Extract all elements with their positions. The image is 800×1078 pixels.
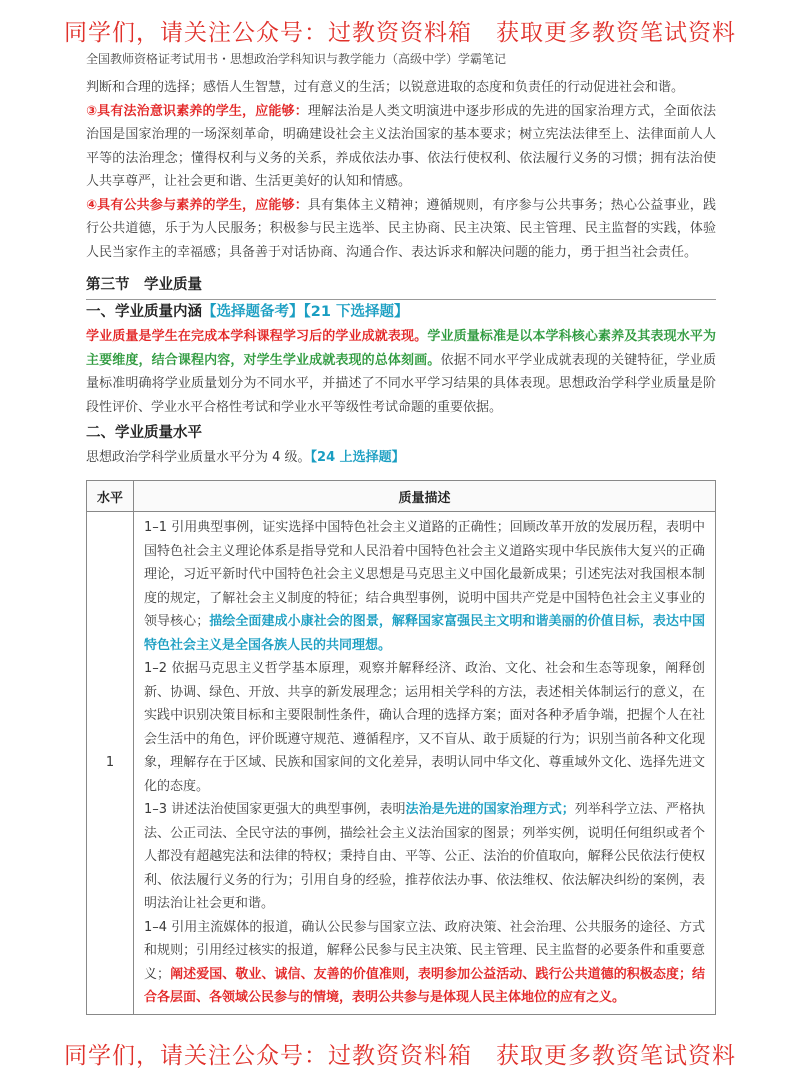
table-row bbox=[87, 512, 716, 1015]
col-header-desc: 质量描述 bbox=[134, 481, 716, 512]
book-running-header: 全国教师资格证考试用书・思想政治学科知识与教学能力（高级中学）学霸笔记 bbox=[86, 52, 507, 66]
part1-tag: 【选择题备考】【21 下选择题】 bbox=[202, 304, 409, 320]
part1-heading bbox=[86, 300, 716, 325]
part1-paragraph bbox=[86, 325, 716, 419]
table-header-row bbox=[87, 481, 716, 512]
part2-tag: 【24 上选择题】 bbox=[310, 450, 405, 465]
intro-line: 判断和合理的选择；感悟人生智慧，过有意义的生活；以锐意进取的态度和负责任的行动促进社会和谐。 bbox=[86, 80, 685, 95]
public-participation-paragraph bbox=[86, 194, 716, 265]
item-1-1-highlight: 描绘全面建成小康社会的图景，解释国家富强民主文明和谐美丽的价值目标，表达中国特色社会主义是全国各族人民的共同理想。 bbox=[144, 614, 705, 653]
part2-heading: 二、学业质量水平 bbox=[86, 425, 202, 441]
item-1-2: 1–2 依据马克思主义哲学基本原理，观察并解释经济、政治、文化、社会和生态等现象，阐释创新、协调、绿色、开放、共享的新发展理念；运用相关学科的方法，表述相关体制运行的意义，在实践中识别决策目标和主要限制性条件，确认合理的选择方案；面对各种矛盾争端，把握个人在社会生活中的角色，评价既遵守规范、遵循程序，又不盲从、敢于质疑的行为；识别当前各种文化现象，理解存在于区域、民族和国家间的文化差异，表明认同中华文化、尊重域外文化、选择先进文化的态度。 bbox=[144, 661, 705, 794]
rule-of-law-paragraph bbox=[86, 100, 716, 194]
item-1-4: 1–4 引用主流媒体的报道，确认公民参与国家立法、政府决策、社会治理、公共服务的途径、方式和规则；引用经过核实的报道，解释公民参与民主决策、民主管理、民主监督的必要条件和重要意义；阐述爱国、敬业、诚信、友善的价值准则，表明参加公益活动、践行公共道德的积极态度；结合各层面、各领域公民参与的情境，表明公共参与是体现人民主体地位的应有之义。 bbox=[144, 919, 705, 1005]
part2-text: 思想政治学科学业质量水平分为 4 级。 bbox=[86, 450, 311, 465]
public-participation-lead: ④具有公共参与素养的学生，应能够： bbox=[86, 197, 308, 213]
part1-text: 依据不同水平学业成就表现的关键特征，学业质量标准明确将学业质量划分为不同水平，并描述了不同水平学习结果的具体表现。思想政治学科学业质量是阶段性评价、学业水平合格性考试和学业水平等级性考试命题的重要依据。 bbox=[86, 352, 716, 415]
section-heading: 第三节 学业质量 bbox=[86, 272, 716, 298]
item-1-4-highlight: 阐述爱国、敬业、诚信、友善的价值准则，表明参加公益活动、践行公共道德的积极态度；结合各层面、各领域公民参与的情境，表明公共参与是体现人民主体地位的应有之义。 bbox=[144, 966, 705, 1005]
rule-of-law-text: 理解法治是人类文明演进中逐步形成的先进的国家治理方式，全面依法治国是国家治理的一场深刻革命，明确建设社会主义法治国家的基本要求；树立宪法法律至上、法律面前人人平等的法治理念；懂得权利与义务的关系，养成依法办事、依法行使权利、依法履行义务的习惯；拥有法治使人共享尊严，让社会更和谐、生活更美好的认知和情感。 bbox=[86, 103, 716, 189]
item-1-3-highlight: 法治是先进的国家治理方式； bbox=[405, 802, 575, 817]
item-1-1: 1–1 引用典型事例，证实选择中国特色社会主义道路的正确性；回顾改革开放的发展历程，表明中国特色社会主义理论体系是指导党和人民沿着中国特色社会主义道路实现中华民族伟大复兴的正确理论，习近平新时代中国特色社会主义思想是马克思主义中国化最新成果；引述宪法对我国根本制度的规定，了解社会主义制度的特征；结合典型事例，说明中国共产党是中国特色社会主义事业的领导核心；描绘全面建成小康社会的图景，解释国家富强民主文明和谐美丽的价值目标，表达中国特色社会主义是全国各族人民的共同理想。 bbox=[144, 520, 705, 653]
part2-paragraph bbox=[86, 446, 716, 470]
part1-green-text: 学业质量标准是以本学科核心素养及其表现水平为主要维度，结合课程内容，对学生学业成就表现的总体刻画。 bbox=[86, 329, 716, 368]
public-participation-text: 具有集体主义精神；遵循规则，有序参与公共事务；热心公益事业，践行公共道德，乐于为人民服务；积极参与民主选举、民主协商、民主决策、民主管理、民主监督的实践，体验人民当家作主的幸福感；具备善于对话协商、沟通合作、表达诉求和解决问题的能力，勇于担当社会责任。 bbox=[86, 197, 716, 260]
quality-level-table bbox=[86, 480, 716, 1015]
col-header-level: 水平 bbox=[87, 481, 134, 512]
level-cell: 1 bbox=[87, 512, 134, 1015]
rule-of-law-lead: ③具有法治意识素养的学生，应能够： bbox=[86, 103, 308, 119]
promo-banner-top: 同学们，请关注公众号：过教资资料箱 获取更多教资笔试资料 bbox=[64, 20, 736, 46]
promo-banner-bottom: 同学们，请关注公众号：过教资资料箱 获取更多教资笔试资料 bbox=[64, 1043, 736, 1069]
item-1-3: 1–3 讲述法治使国家更强大的典型事例，表明法治是先进的国家治理方式；列举科学立法、严格执法、公正司法、全民守法的事例，描绘社会主义法治国家的图景；列举实例，说明任何组织或者个人都没有超越宪法和法律的特权；秉持自由、平等、公正、法治的价值取向，解释公民依法行使权利、依法履行义务的行为；引用自身的经验，推荐依法办事、依法维权、依法解决纠纷的案例，表明法治让社会更和谐。 bbox=[144, 802, 705, 911]
main-content bbox=[86, 76, 716, 470]
part1-red-text: 学业质量是学生在完成本学科课程学习后的学业成就表现。 bbox=[86, 329, 428, 344]
part1-title: 一、学业质量内涵 bbox=[86, 304, 202, 320]
description-cell bbox=[134, 512, 716, 1015]
